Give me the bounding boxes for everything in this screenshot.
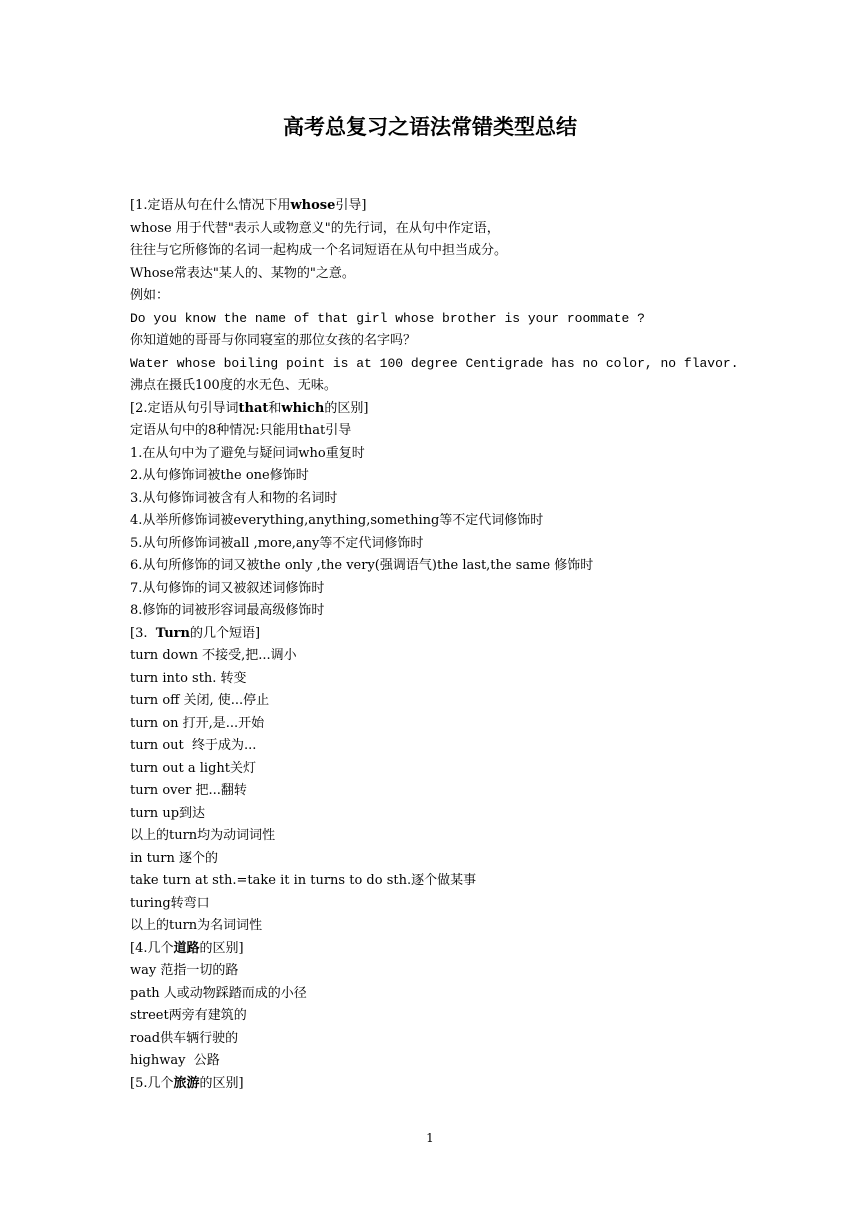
bold-text-span: whose: [290, 198, 336, 213]
text-span: turn off 关闭, 使...停止: [130, 693, 270, 708]
text-line: [130, 870, 830, 893]
text-span: 定语从句中的8种情况:只能用that引导: [130, 423, 352, 438]
document-body: [130, 195, 830, 1095]
text-line: [130, 533, 830, 556]
text-line: [130, 983, 830, 1006]
text-span: street两旁有建筑的: [130, 1008, 247, 1023]
text-line: [130, 263, 830, 286]
text-span: turn out a light关灯: [130, 760, 256, 776]
bold-text-span: that: [238, 400, 269, 416]
document-title: 高考总复习之语法常错类型总结: [283, 114, 577, 139]
text-span: [4.几个: [130, 940, 174, 956]
text-span: turn out 终于成为...: [130, 738, 257, 753]
text-span: Water whose boiling point is at 100 degree Centigrade has no color, no flavor.: [130, 355, 739, 371]
text-span: 和: [268, 400, 282, 416]
text-line: [130, 623, 830, 646]
text-line: [130, 960, 830, 983]
text-span: 的区别]: [199, 940, 244, 956]
text-span: Do you know the name of that girl whose brother is your roommate ?: [130, 310, 645, 326]
text-line: [130, 713, 830, 736]
text-span: 8.修饰的词被形容词最高级修饰时: [130, 603, 325, 618]
text-line: [130, 375, 830, 398]
text-span: [3.: [130, 625, 156, 641]
text-line: [130, 1005, 830, 1028]
text-line: [130, 803, 830, 826]
text-line: [130, 285, 830, 308]
text-span: 的区别]: [199, 1075, 244, 1091]
text-line: [130, 353, 830, 376]
text-line: [130, 308, 830, 331]
text-span: take turn at sth.=take it in turns to do sth.逐个做某事: [130, 873, 477, 888]
text-line: [130, 330, 830, 353]
text-span: 往往与它所修饰的名词一起构成一个名词短语在从句中担当成分。: [130, 243, 508, 258]
text-span: 4.从举所修饰词被everything,anything,something等不定代词修饰时: [130, 513, 544, 528]
text-span: 的区别]: [324, 400, 369, 416]
text-line: [130, 555, 830, 578]
text-span: in turn 逐个的: [130, 850, 218, 866]
text-line: [130, 398, 830, 421]
text-line: [130, 195, 830, 218]
text-line: [130, 420, 830, 443]
text-span: 沸点在摄氏100度的水无色、无味。: [130, 378, 337, 393]
text-line: [130, 893, 830, 916]
text-line: [130, 488, 830, 511]
text-span: whose 用于代替"表示人或物意义"的先行词，在从句中作定语，: [130, 220, 500, 236]
text-line: [130, 758, 830, 781]
text-span: turing转弯口: [130, 895, 210, 911]
text-line: [130, 578, 830, 601]
text-line: [130, 825, 830, 848]
text-span: way 范指一切的路: [130, 963, 239, 978]
text-line: [130, 690, 830, 713]
text-line: [130, 1028, 830, 1051]
bold-text-span: Turn: [155, 625, 190, 641]
text-span: Whose常表达"某人的、某物的"之意。: [130, 265, 355, 281]
text-span: 7.从句修饰的词又被叙述词修饰时: [130, 580, 325, 596]
text-span: [5.几个: [130, 1075, 174, 1091]
text-span: turn into sth. 转变: [130, 670, 247, 686]
bold-text-span: 道路: [173, 940, 200, 956]
text-line: [130, 240, 830, 263]
text-span: [1.定语从句在什么情况下用: [130, 198, 291, 213]
bold-text-span: 旅游: [173, 1075, 200, 1091]
text-line: [130, 218, 830, 241]
text-span: road供车辆行驶的: [130, 1030, 239, 1046]
text-line: [130, 1050, 830, 1073]
text-span: 6.从句所修饰的词又被the only ,the very(强调语气)the last,the same 修饰时: [130, 558, 594, 573]
text-span: 以上的turn均为动词词性: [130, 828, 276, 843]
text-span: [2.定语从句引导词: [130, 400, 239, 416]
text-span: turn over 把...翻转: [130, 783, 247, 798]
text-span: turn down 不接受,把...调小: [130, 648, 297, 663]
text-line: [130, 938, 830, 961]
text-span: 引导]: [335, 198, 367, 213]
text-span: highway 公路: [130, 1053, 220, 1068]
text-span: 3.从句修饰词被含有人和物的名词时: [130, 490, 338, 506]
text-span: 你知道她的哥哥与你同寝室的那位女孩的名字吗？: [130, 333, 417, 348]
text-span: turn up到达: [130, 805, 206, 821]
text-span: 的几个短语]: [189, 625, 261, 641]
text-span: path 人或动物踩踏而成的小径: [130, 985, 307, 1001]
text-line: [130, 510, 830, 533]
text-line: [130, 735, 830, 758]
page-number: 1: [426, 1131, 434, 1145]
text-line: [130, 465, 830, 488]
text-line: [130, 780, 830, 803]
text-line: [130, 848, 830, 871]
text-span: 例如：: [130, 288, 170, 303]
text-span: 2.从句修饰词被the one修饰时: [130, 468, 309, 483]
text-span: turn on 打开,是...开始: [130, 715, 265, 731]
text-line: [130, 1073, 830, 1096]
text-line: [130, 668, 830, 691]
text-span: 5.从句所修饰词被all ,more,any等不定代词修饰时: [130, 535, 424, 551]
text-span: 1.在从句中为了避免与疑问词who重复时: [130, 445, 365, 461]
bold-text-span: which: [281, 400, 325, 416]
text-line: [130, 645, 830, 668]
text-line: [130, 915, 830, 938]
text-line: [130, 600, 830, 623]
text-line: [130, 443, 830, 466]
text-span: 以上的turn为名词词性: [130, 918, 263, 933]
